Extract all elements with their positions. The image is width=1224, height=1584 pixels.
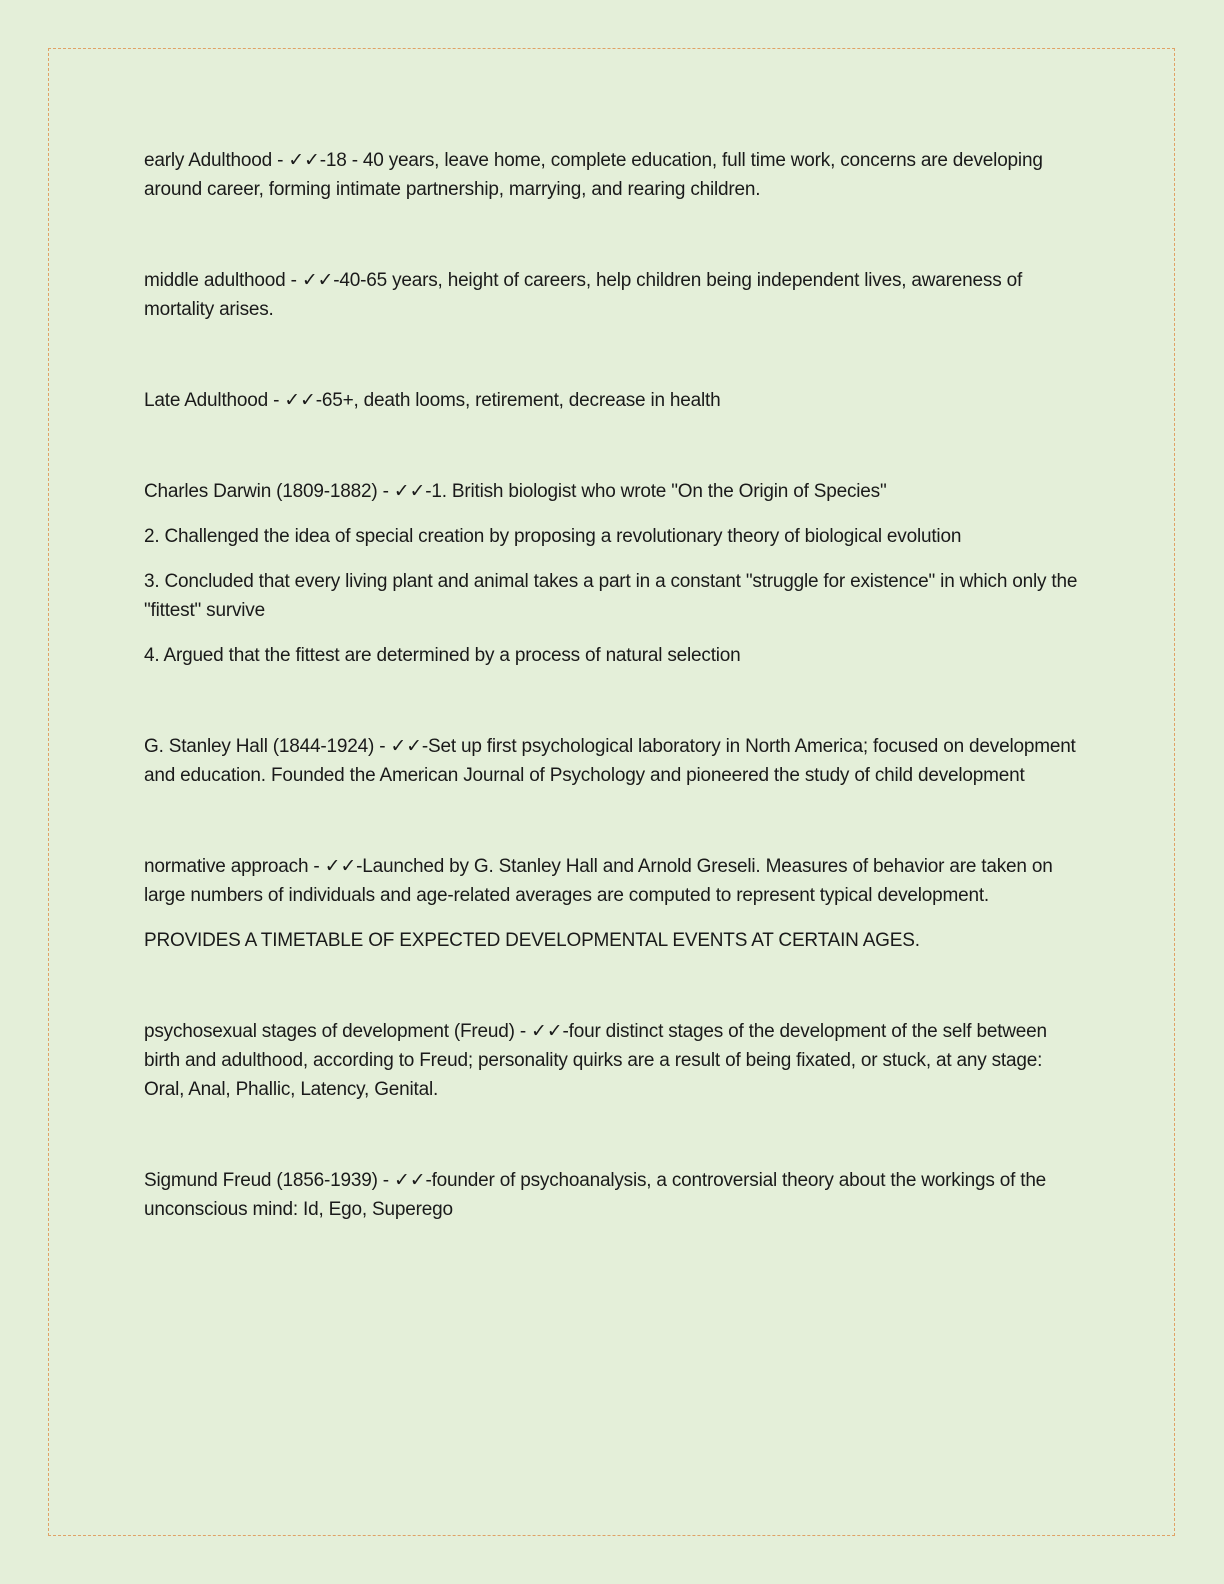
entry-paragraph: 4. Argued that the fittest are determined by a process of natural selection [144, 645, 741, 666]
checkmark-icon: ✓✓ [284, 390, 316, 411]
entry-definition: -18 - 40 years, leave home, complete education, full time work, concerns are developing around career, forming intimate partnership, marrying, and rearing children. [144, 150, 1043, 200]
entry-definition: -four distinct stages of the development of the self between birth and adulthood, according to Freud; personality quirks are a result of being fixated, or stuck, at any stage: Oral, Anal, Phallic, Latency, Genital. [144, 1021, 1047, 1100]
entry-paragraph: normative approach - ✓✓-Launched by G. Stanley Hall and Arnold Greseli. Measures of behavior are taken on large numbers of individuals and age-related averages are computed to represent typical development. [144, 856, 1053, 906]
entry-paragraph: 2. Challenged the idea of special creation by proposing a revolutionary theory of biological evolution [144, 526, 962, 547]
entry-definition: -founder of psychoanalysis, a controversial theory about the workings of the unconscious mind: Id, Ego, Superego [144, 1170, 1047, 1220]
entry-paragraph: PROVIDES A TIMETABLE OF EXPECTED DEVELOPMENTAL EVENTS AT CERTAIN AGES. [144, 930, 920, 951]
entry-paragraph: 3. Concluded that every living plant and animal takes a part in a constant "struggle for existence" in which only the "fittest" survive [144, 571, 1078, 621]
checkmark-icon: ✓✓ [393, 481, 426, 502]
entry-paragraph: Charles Darwin (1809-1882) - ✓✓-1. British biologist who wrote "On the Origin of Species" [144, 481, 887, 502]
flashcard-entry [144, 386, 1080, 415]
flashcard-entry [144, 1017, 1080, 1104]
entry-definition: -40-65 years, height of careers, help children being independent lives, awareness of mortality arises. [144, 270, 1023, 320]
entry-term: psychosexual stages of development (Freud) [144, 1021, 515, 1042]
flashcard-entry [144, 146, 1080, 204]
checkmark-icon: ✓✓ [324, 856, 357, 877]
checkmark-icon: ✓✓ [390, 736, 422, 757]
entry-paragraph: psychosexual stages of development (Freud) - ✓✓-four distinct stages of the development of the self between birth and adulthood, according to Freud; personality quirks are a result of being fixated, or stuck, at any stage: Oral, Anal, Phallic, Latency, Genital. [144, 1021, 1047, 1100]
entry-term: Sigmund Freud (1856-1939) [144, 1170, 378, 1191]
entry-definition: -65+, death looms, retirement, decrease in health [315, 390, 721, 411]
entry-definition: -Launched by G. Stanley Hall and Arnold Greseli. Measures of behavior are taken on large numbers of individuals and age-related averages are computed to represent typical development. [144, 856, 1053, 906]
entry-term: G. Stanley Hall (1844-1924) [144, 736, 375, 757]
flashcard-entry [144, 852, 1080, 955]
checkmark-icon: ✓✓ [531, 1021, 563, 1042]
checkmark-icon: ✓✓ [301, 270, 334, 291]
entry-definition: -1. British biologist who wrote "On the Origin of Species" [425, 481, 887, 502]
flashcard-entry [144, 1166, 1080, 1224]
checkmark-icon: ✓✓ [288, 150, 320, 171]
entry-paragraph: G. Stanley Hall (1844-1924) - ✓✓-Set up first psychological laboratory in North America; focused on development and education. Founded the American Journal of Psychology and pioneered the study of child development [144, 736, 1076, 786]
flashcard-entry [144, 266, 1080, 324]
entry-paragraph: early Adulthood - ✓✓-18 - 40 years, leave home, complete education, full time work, concerns are developing around career, forming intimate partnership, marrying, and rearing children. [144, 150, 1043, 200]
flashcard-entry [144, 477, 1080, 670]
entry-term: normative approach [144, 856, 309, 877]
entry-paragraph: Late Adulthood - ✓✓-65+, death looms, retirement, decrease in health [144, 390, 721, 411]
flashcard-entry [144, 732, 1080, 790]
entry-definition: -Set up first psychological laboratory in North America; focused on development and education. Founded the American Journal of Psychology and pioneered the study of child development [144, 736, 1076, 786]
entry-paragraph: Sigmund Freud (1856-1939) - ✓✓-founder of psychoanalysis, a controversial theory about the workings of the unconscious mind: Id, Ego, Superego [144, 1170, 1047, 1220]
entry-term: Charles Darwin (1809-1882) [144, 481, 378, 502]
entry-term: early Adulthood [144, 150, 272, 171]
document-body [144, 146, 1080, 1286]
checkmark-icon: ✓✓ [394, 1170, 426, 1191]
entry-term: Late Adulthood [144, 390, 268, 411]
entry-term: middle adulthood [144, 270, 286, 291]
entry-paragraph: middle adulthood - ✓✓-40-65 years, height of careers, help children being independent lives, awareness of mortality arises. [144, 270, 1023, 320]
